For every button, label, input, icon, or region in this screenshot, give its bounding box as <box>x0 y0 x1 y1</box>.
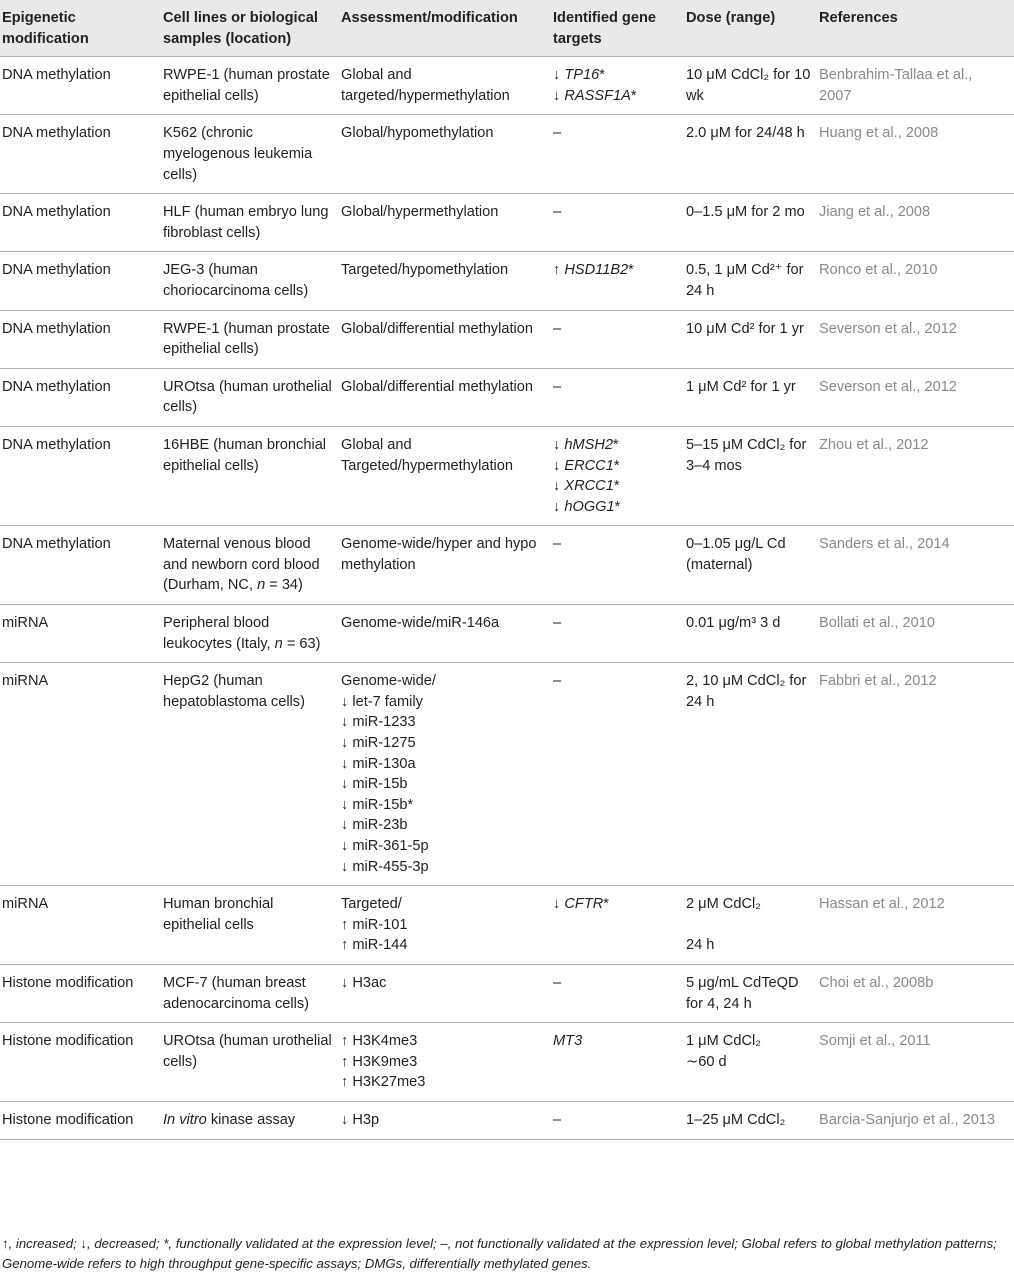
assessment-line: Global and targeted/hypermethylation <box>341 67 510 104</box>
modification-cell: miRNA <box>0 886 161 965</box>
dose-line: 0.5, 1 μM Cd²⁺ for 24 h <box>686 262 804 299</box>
assessment-cell <box>339 310 551 368</box>
modification-cell: DNA methylation <box>0 115 161 194</box>
gene-targets-cell <box>551 886 684 965</box>
reference-cell: Benbrahim-Tallaa et al., 2007 <box>817 57 1014 115</box>
modification-cell: DNA methylation <box>0 310 161 368</box>
assessment-line: ↑ H3K4me3 <box>341 1033 418 1050</box>
assessment-line: Targeted/hypomethylation <box>341 262 509 279</box>
dose-line: 2.0 μM for 24/48 h <box>686 125 805 142</box>
assessment-cell <box>339 57 551 115</box>
gene-target: – <box>553 378 562 395</box>
dose-line: 2, 10 μM CdCl₂ for 24 h <box>686 673 807 710</box>
table-row <box>0 964 1014 1022</box>
gene-target: – <box>553 974 562 991</box>
gene-targets-cell <box>551 426 684 525</box>
gene-targets-cell <box>551 663 684 886</box>
reference-cell: Jiang et al., 2008 <box>817 194 1014 252</box>
sample-cell: MCF-7 (human breast adenocarcinoma cells) <box>161 964 339 1022</box>
sample-cell: HepG2 (human hepatoblastoma cells) <box>161 663 339 886</box>
dose-line <box>686 915 811 936</box>
modification-cell: Histone modification <box>0 964 161 1022</box>
assessment-line: Global and Targeted/hypermethylation <box>341 436 513 474</box>
sample-italic: In vitro <box>163 1111 207 1128</box>
table-row <box>0 426 1014 525</box>
gene-targets-cell <box>551 368 684 426</box>
dose-cell <box>684 1101 817 1139</box>
header-cell: Dose (range) <box>684 0 817 57</box>
table-row <box>0 194 1014 252</box>
gene-target: ↓ ERCC1* <box>553 457 620 474</box>
reference-cell: Barcia-Sanjurjo et al., 2013 <box>817 1101 1014 1139</box>
dose-cell <box>684 663 817 886</box>
table-body <box>0 57 1014 1139</box>
sample-cell: JEG-3 (human choriocarcinoma cells) <box>161 252 339 310</box>
gene-target: – <box>553 673 562 690</box>
dose-line: 24 h <box>686 937 715 954</box>
dose-cell <box>684 115 817 194</box>
dose-cell <box>684 194 817 252</box>
dose-cell <box>684 605 817 663</box>
dose-line: 0–1.5 μM for 2 mo <box>686 204 805 221</box>
sample-cell: Peripheral blood leukocytes (Italy, n = 63) <box>161 605 339 663</box>
assessment-line: Global/differential methylation <box>341 320 533 337</box>
gene-target: ↓ XRCC1* <box>553 478 620 495</box>
sample-cell: Human bronchial epithelial cells <box>161 886 339 965</box>
dose-cell <box>684 426 817 525</box>
table-row <box>0 605 1014 663</box>
assessment-line: Targeted/ <box>341 896 402 913</box>
gene-target: – <box>553 1111 562 1128</box>
sample-cell: HLF (human embryo lung fibroblast cells) <box>161 194 339 252</box>
header-cell: Identified gene targets <box>551 0 684 57</box>
assessment-line: ↓ miR-15b* <box>341 796 414 813</box>
assessment-line: ↓ miR-1275 <box>341 735 416 752</box>
sample-cell: UROtsa (human urothelial cells) <box>161 1023 339 1102</box>
reference-cell: Fabbri et al., 2012 <box>817 663 1014 886</box>
assessment-line: Genome-wide/miR-146a <box>341 615 500 632</box>
assessment-cell <box>339 964 551 1022</box>
assessment-line: ↓ miR-455-3p <box>341 858 429 875</box>
assessment-cell <box>339 605 551 663</box>
table-row <box>0 1101 1014 1139</box>
assessment-line: ↑ H3K27me3 <box>341 1074 426 1091</box>
table-row <box>0 368 1014 426</box>
sample-cell: RWPE-1 (human prostate epithelial cells) <box>161 310 339 368</box>
reference-cell: Severson et al., 2012 <box>817 310 1014 368</box>
assessment-line: Genome-wide/ <box>341 673 436 690</box>
sample-n: n <box>257 577 266 594</box>
table-row <box>0 526 1014 605</box>
table-row <box>0 57 1014 115</box>
gene-targets-cell <box>551 964 684 1022</box>
modification-cell: DNA methylation <box>0 526 161 605</box>
table-row <box>0 115 1014 194</box>
gene-targets-cell <box>551 605 684 663</box>
assessment-line: Global/hypomethylation <box>341 125 494 142</box>
gene-target: ↓ hOGG1* <box>553 498 621 515</box>
dose-cell <box>684 310 817 368</box>
gene-target: MT3 <box>553 1033 583 1050</box>
reference-cell: Somji et al., 2011 <box>817 1023 1014 1102</box>
dose-line: 0–1.05 μg/L Cd (maternal) <box>686 536 786 573</box>
header-cell: Assessment/modification <box>339 0 551 57</box>
assessment-line: ↓ H3ac <box>341 974 387 991</box>
sample-cell: K562 (chronic myelogenous leukemia cells) <box>161 115 339 194</box>
modification-cell: DNA methylation <box>0 252 161 310</box>
assessment-line: Global/differential methylation <box>341 378 533 395</box>
dose-cell <box>684 368 817 426</box>
reference-cell: Zhou et al., 2012 <box>817 426 1014 525</box>
modification-cell: DNA methylation <box>0 368 161 426</box>
gene-target: – <box>553 536 562 553</box>
assessment-cell <box>339 426 551 525</box>
gene-target: ↓ RASSF1A* <box>553 87 637 104</box>
table-row <box>0 310 1014 368</box>
table-footnote: ↑, increased; ↓, decreased; *, functionally validated at the expression level; –, not functionally validated at the expression level; Global refers to global methylation patterns; Genome-wide refers to high throughput gene-specific assays; DMGs, differentially methylated genes. <box>2 1236 997 1271</box>
table-row <box>0 252 1014 310</box>
dose-line: ∼60 d <box>686 1053 727 1070</box>
sample-cell: RWPE-1 (human prostate epithelial cells) <box>161 57 339 115</box>
header-cell: Epigenetic modification <box>0 0 161 57</box>
sample-cell: 16HBE (human bronchial epithelial cells) <box>161 426 339 525</box>
dose-cell <box>684 252 817 310</box>
dose-line: 10 μM Cd² for 1 yr <box>686 320 804 337</box>
modification-cell: Histone modification <box>0 1101 161 1139</box>
dose-cell <box>684 886 817 965</box>
dose-line: 2 μM CdCl₂ <box>686 896 761 913</box>
gene-target: ↓ TP16* <box>553 67 605 84</box>
sample-cell: UROtsa (human urothelial cells) <box>161 368 339 426</box>
assessment-line: ↓ miR-1233 <box>341 714 416 731</box>
gene-target: ↓ CFTR* <box>553 896 609 913</box>
gene-target: ↓ hMSH2* <box>553 436 619 453</box>
gene-targets-cell <box>551 194 684 252</box>
modification-cell: Histone modification <box>0 1023 161 1102</box>
sample-cell: In vitro kinase assay <box>161 1101 339 1139</box>
header-cell: References <box>817 0 1014 57</box>
dose-cell <box>684 526 817 605</box>
table-row <box>0 663 1014 886</box>
assessment-line: ↑ H3K9me3 <box>341 1053 418 1070</box>
assessment-line: ↓ miR-361-5p <box>341 838 429 854</box>
reference-cell: Sanders et al., 2014 <box>817 526 1014 605</box>
header-cell: Cell lines or biological samples (location) <box>161 0 339 57</box>
header-row <box>0 0 1014 57</box>
gene-targets-cell <box>551 526 684 605</box>
assessment-line: ↓ miR-130a <box>341 755 416 772</box>
assessment-line: ↓ miR-15b <box>341 776 408 793</box>
gene-targets-cell <box>551 252 684 310</box>
dose-line: 1 μM Cd² for 1 yr <box>686 378 796 395</box>
assessment-line: ↓ miR-23b <box>341 817 408 834</box>
dose-line: 1–25 μM CdCl₂ <box>686 1111 786 1128</box>
assessment-line: ↓ let-7 family <box>341 693 423 710</box>
dose-cell <box>684 57 817 115</box>
reference-cell: Ronco et al., 2010 <box>817 252 1014 310</box>
gene-targets-cell <box>551 1023 684 1102</box>
gene-target: – <box>553 615 562 632</box>
dose-line: 5 μg/mL CdTeQD for 4, 24 h <box>686 974 799 1012</box>
assessment-line: Global/hypermethylation <box>341 204 499 221</box>
table-row <box>0 886 1014 965</box>
gene-targets-cell <box>551 310 684 368</box>
sample-n: n <box>274 635 283 652</box>
assessment-cell <box>339 1101 551 1139</box>
dose-cell <box>684 964 817 1022</box>
dose-line: 0.01 μg/m³ 3 d <box>686 615 781 632</box>
gene-target: – <box>553 204 562 221</box>
dose-line: 1 μM CdCl₂ <box>686 1033 761 1050</box>
dose-line: 10 μM CdCl₂ for 10 wk <box>686 67 811 104</box>
assessment-cell <box>339 115 551 194</box>
reference-cell: Choi et al., 2008b <box>817 964 1014 1022</box>
gene-target: – <box>553 125 562 142</box>
assessment-line: ↑ miR-101 <box>341 916 408 933</box>
gene-target: – <box>553 320 562 337</box>
assessment-cell <box>339 526 551 605</box>
modification-cell: miRNA <box>0 605 161 663</box>
modification-cell: DNA methylation <box>0 194 161 252</box>
assessment-cell <box>339 1023 551 1102</box>
assessment-cell <box>339 886 551 965</box>
dose-line: 5–15 μM CdCl₂ for 3–4 mos <box>686 436 807 474</box>
assessment-cell <box>339 194 551 252</box>
gene-target: ↑ HSD11B2* <box>553 262 634 279</box>
dose-cell <box>684 1023 817 1102</box>
assessment-cell <box>339 663 551 886</box>
modification-cell: miRNA <box>0 663 161 886</box>
assessment-cell <box>339 368 551 426</box>
reference-cell: Huang et al., 2008 <box>817 115 1014 194</box>
reference-cell: Bollati et al., 2010 <box>817 605 1014 663</box>
gene-targets-cell <box>551 57 684 115</box>
reference-cell: Severson et al., 2012 <box>817 368 1014 426</box>
gene-targets-cell <box>551 115 684 194</box>
modification-cell: DNA methylation <box>0 57 161 115</box>
assessment-line: ↑ miR-144 <box>341 937 408 954</box>
gene-targets-cell <box>551 1101 684 1139</box>
assessment-line: Genome-wide/hyper and hypo methylation <box>341 536 537 573</box>
reference-cell: Hassan et al., 2012 <box>817 886 1014 965</box>
sample-cell: Maternal venous blood and newborn cord blood (Durham, NC, n = 34) <box>161 526 339 605</box>
assessment-line: ↓ H3p <box>341 1111 380 1128</box>
modification-cell: DNA methylation <box>0 426 161 525</box>
table-row <box>0 1023 1014 1102</box>
assessment-cell <box>339 252 551 310</box>
